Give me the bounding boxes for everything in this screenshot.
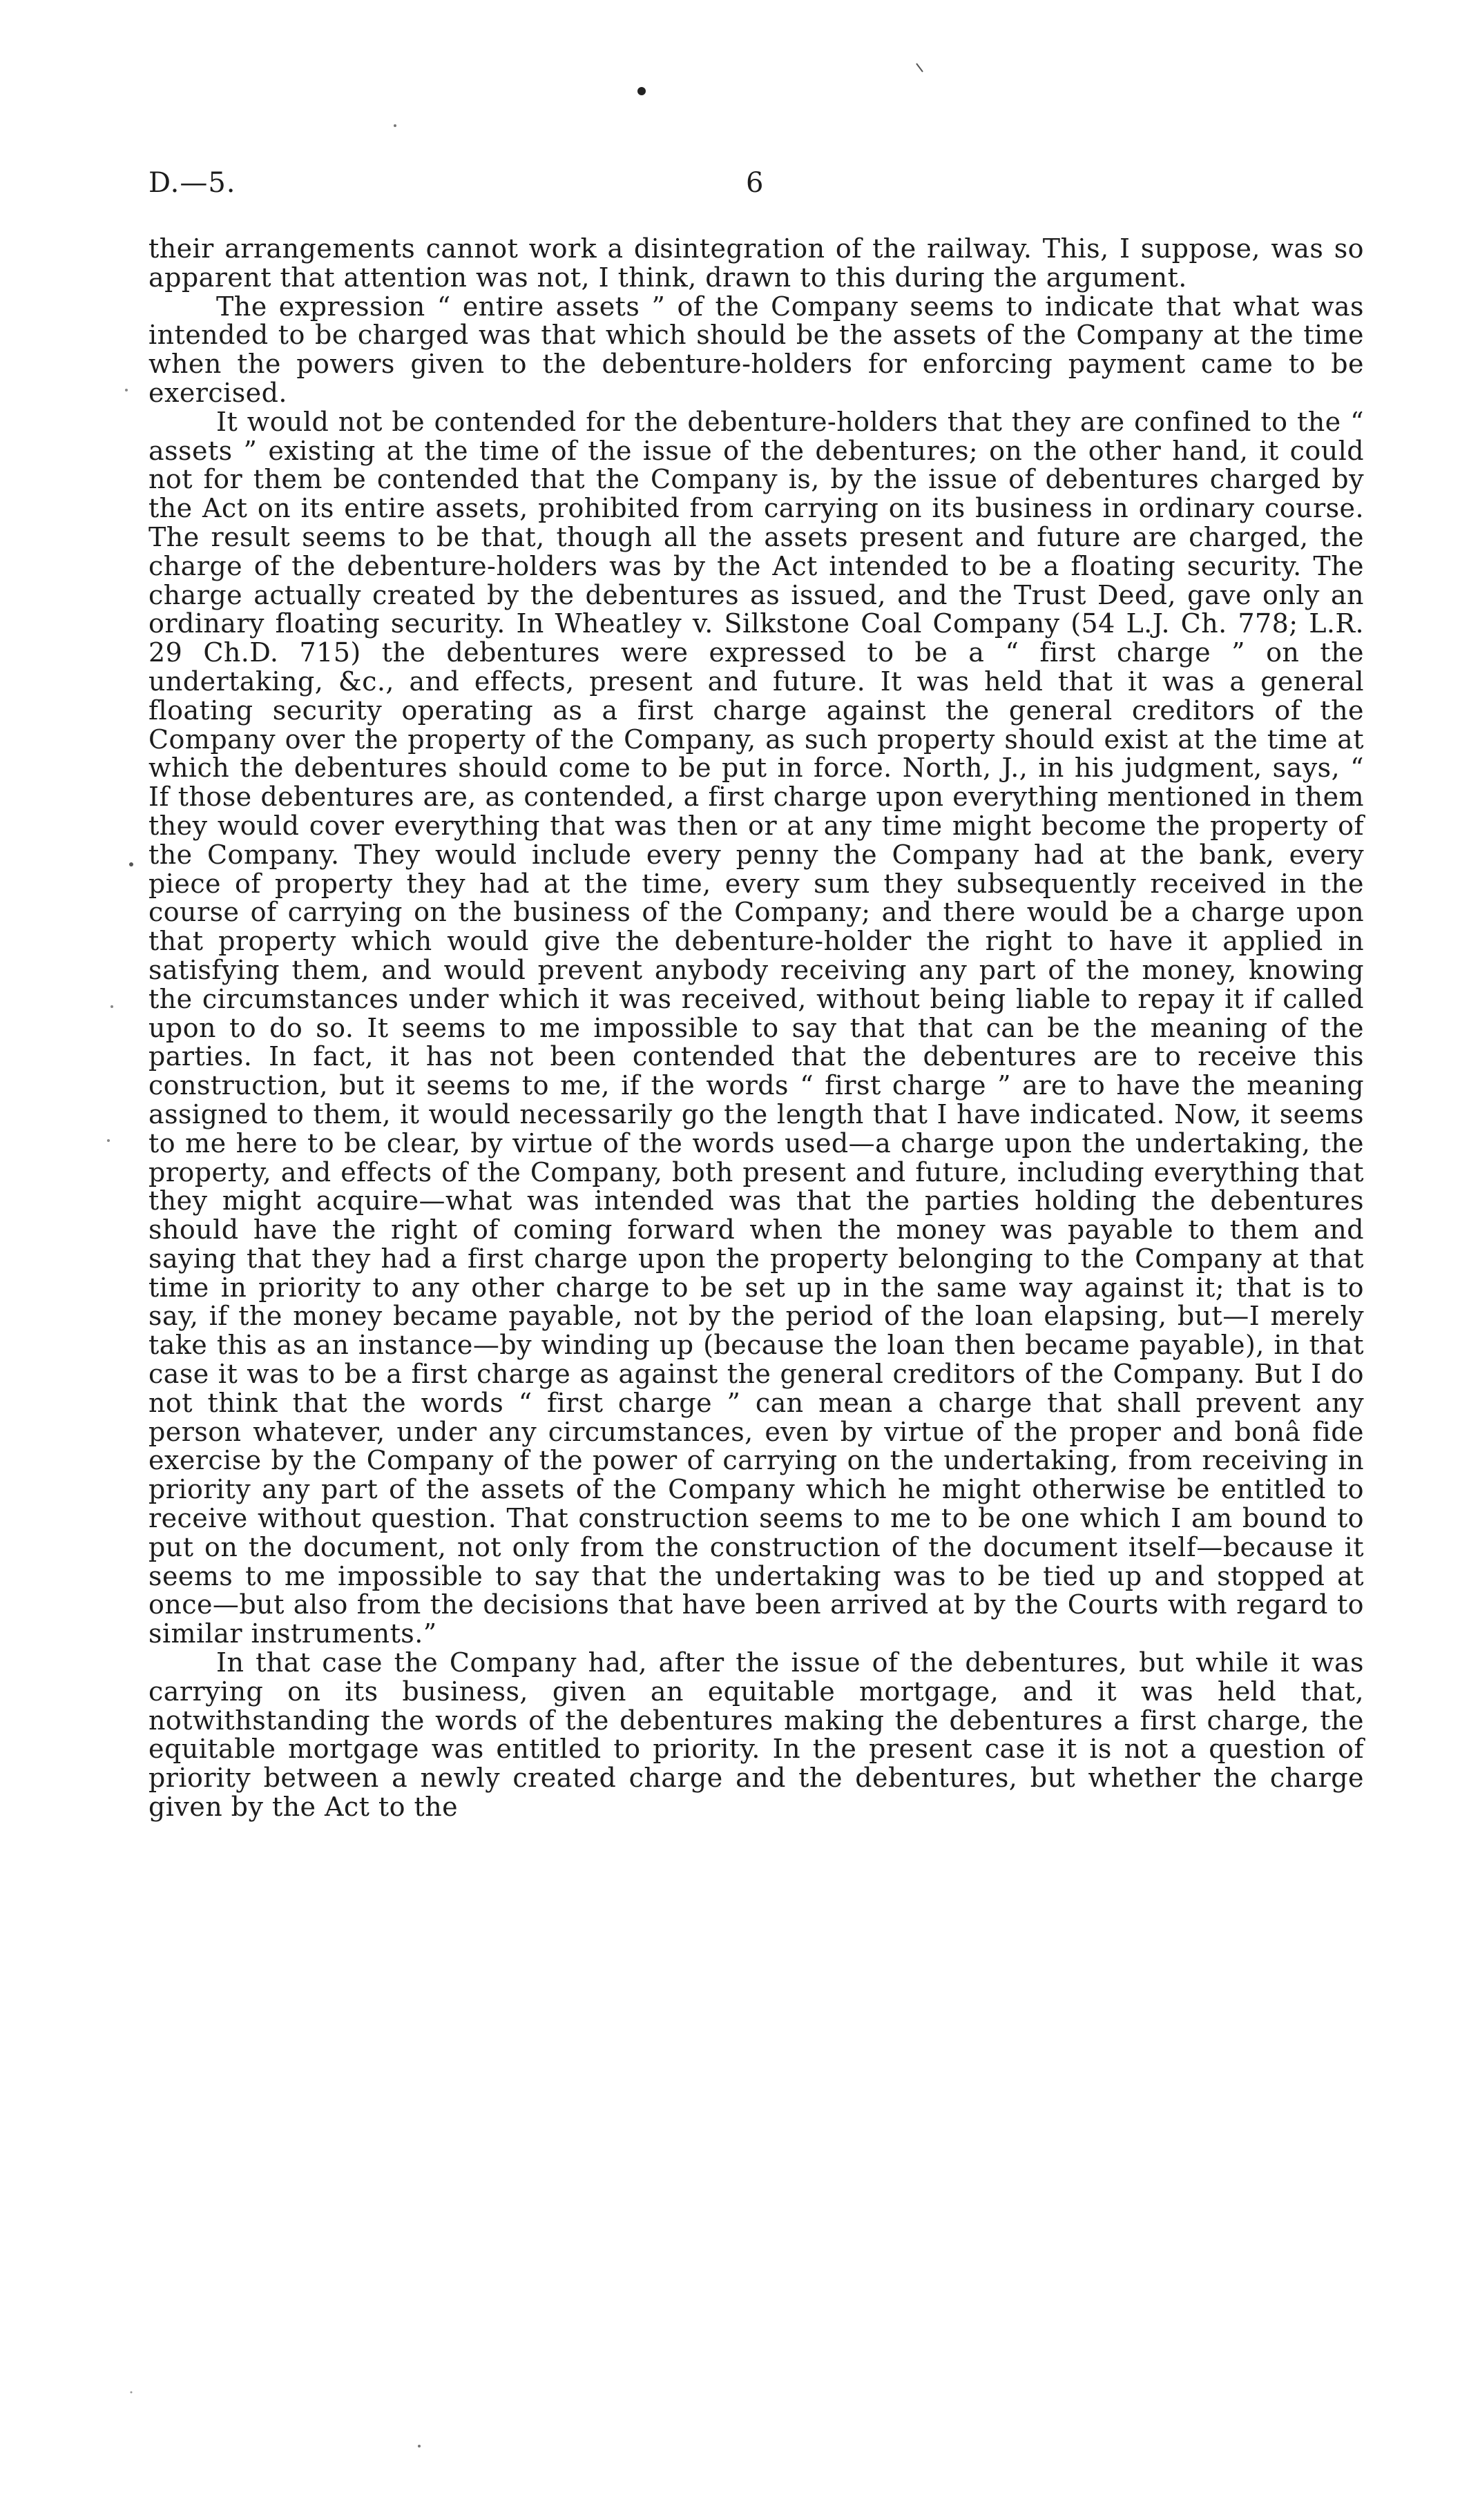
speck-mark [125, 389, 128, 391]
page-header [0, 167, 1460, 209]
speck-mark [637, 87, 646, 95]
body-text [148, 235, 1364, 1822]
speck-mark [107, 1139, 110, 1142]
speck-mark [129, 862, 133, 866]
paragraph-2: The expression “ entire assets ” of the Company seems to indicate that what was intended to be charged was that which should be the assets of the Company at the time when the powers given to the debenture-holders for enforcing payment came to be exercised. [148, 291, 1364, 408]
speck-mark [111, 1005, 113, 1008]
speck-mark [394, 124, 396, 127]
speck-mark [916, 64, 923, 72]
document-reference: D.—5. [148, 167, 236, 199]
page-number: 6 [746, 167, 764, 199]
speck-mark [131, 2392, 133, 2394]
speck-mark [418, 2445, 421, 2448]
paragraph-1: their arrangements cannot work a disintegration of the railway. This, I suppose, was so apparent that attention was not, I think, drawn to this during the argument. [148, 233, 1364, 293]
paragraph-3: It would not be contended for the debenture-holders that they are confined to the “ assets ” existing at the time of the issue of the debentures; on the other hand, it could not for them be contended that the Company is, by the issue of debentures charged by the Act on its entire assets, prohibited from carrying on its business in ordinary course. The result seems to be that, though all the assets present and future are charged, the charge of the debenture-holders was by the Act intended to be a floating security. The charge actually created by the debentures as issued, and the Trust Deed, gave only an ordinary floating security. In Wheatley v. Silkstone Coal Company (54 L.J. Ch. 778; L.R. 29 Ch.D. 715) the debentures were expressed to be a “ first charge ” on the undertaking, &c., and effects, present and future. It was held that it was a general floating security operating as a first charge against the general creditors of the Company over the property of the Company, as such property should exist at the time at which the debentures should come to be put in force. North, J., in his judgment, says, “ If those debentures are, as contended, a first charge upon everything mentioned in them they would cover everything that was then or at any time might become the property of the Company. They would include every penny the Company had at the bank, every piece of property they had at the time, every sum they subsequently received in the course of carrying on the business of the Company; and there would be a charge upon that property which would give the debenture-holder the right to have it applied in satisfying them, and would prevent anybody receiving any part of the money, knowing the circumstances under which it was received, without being liable to repay it if called upon to do so. It seems to me impossible to say that that can be the meaning of the parties. In fact, it has not been contended that the debentures are to receive this construction, but it seems to me, if the words “ first charge ” are to have the meaning assigned to them, it would necessarily go the length that I have indicated. Now, it seems to me here to be clear, by virtue of the words used—a charge upon the undertaking, the property, and effects of the Company, both present and future, including everything that they might acquire—what was intended was that the parties holding the debentures should have the right of coming forward when the money was payable to them and saying that they had a first charge upon the property belonging to the Company at that time in priority to any other charge to be set up in the same way against it; that is to say, if the money became payable, not by the period of the loan elapsing, but—I merely take this as an instance—by winding up (because the loan then became payable), in that case it was to be a first charge as against the general creditors of the Company. But I do not think that the words “ first charge ” can mean a charge that shall prevent any person whatever, under any circumstances, even by virtue of the proper and bonâ fide exercise by the Company of the power of carrying on the undertaking, from receiving in priority any part of the assets of the Company which he might otherwise be entitled to receive without question. That construction seems to me to be one which I am bound to put on the document, not only from the construction of the document itself—because it seems to me impossible to say that the undertaking was to be tied up and stopped at once—but also from the decisions that have been arrived at by the Courts with regard to similar instruments.” [148, 406, 1364, 1649]
paragraph-4: In that case the Company had, after the issue of the debentures, but while it was carrying on its business, given an equitable mortgage, and it was held that, notwithstanding the words of the debentures making the debentures a first charge, the equitable mortgage was entitled to priority. In the present case it is not a question of priority between a newly created charge and the debentures, but whether the charge given by the Act to the [148, 1647, 1364, 1823]
